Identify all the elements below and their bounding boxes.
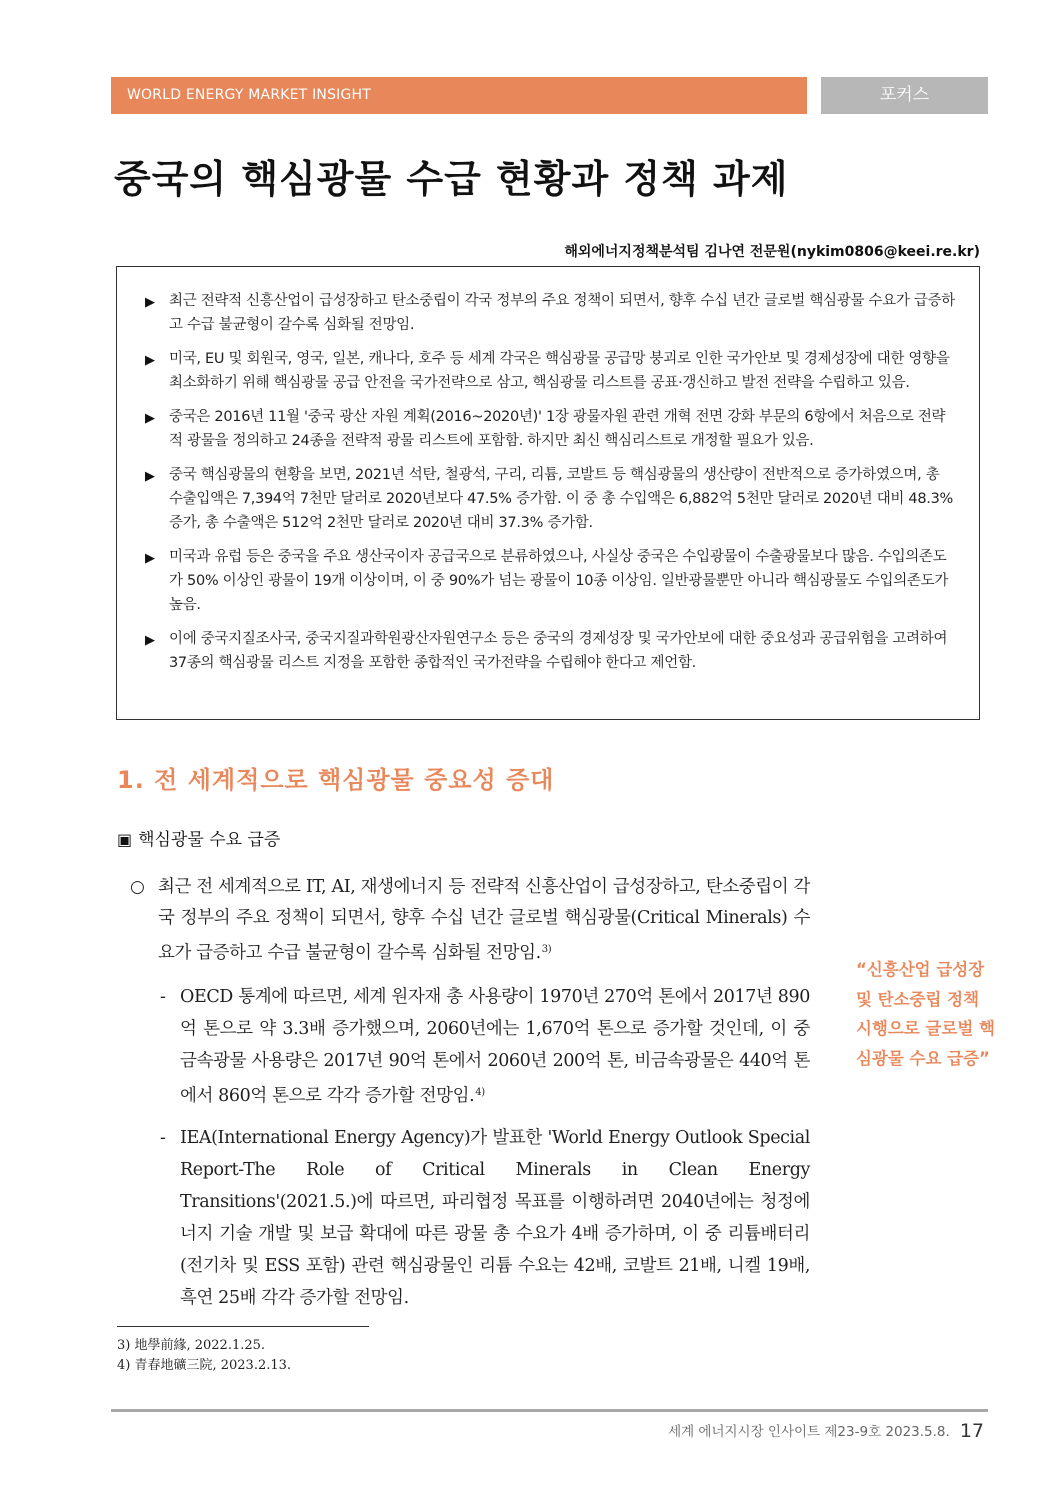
summary-text: 중국 핵심광물의 현황을 보면, 2021년 석탄, 철광석, 구리, 리튬, 코발트 등 핵심광물의 생산량이 전반적으로 증가하였으며, 총 수출입액은 7,394억 7천만 달러로 2020년보다 47.5% 증가함. 이 중 총 수입액은 6,882억 5천만 달러로 2020년 대비 48.3% 증가, 총 수출액은 512억 2천만 달러로 2020년 대비 37.3% 증가함. — [169, 467, 953, 531]
footnote-item: 4) 青春地礦三院, 2023.2.13. — [117, 1358, 292, 1373]
circle-bullet-icon: ○ — [130, 877, 145, 897]
sub-paragraph-oecd — [130, 981, 810, 1112]
page-footer — [668, 1420, 984, 1442]
footnote-divider — [117, 1326, 369, 1327]
summary-text: 이에 중국지질조사국, 중국지질과학원광산자원연구소 등은 중국의 경제성장 및 국가안보에 대한 중요성과 공급위험을 고려하여 37종의 핵심광물 리스트 지정을 포함한 종합적인 국가전략을 수립해야 한다고 제언함. — [169, 631, 948, 671]
series-header-bar: WORLD ENERGY MARKET INSIGHT — [111, 77, 807, 114]
main-paragraph — [130, 872, 810, 969]
triangle-bullet-icon: ▶ — [145, 411, 155, 426]
publication-info: 세계 에너지시장 인사이트 제23-9호 2023.5.8. — [668, 1424, 950, 1440]
triangle-bullet-icon: ▶ — [145, 551, 155, 566]
triangle-bullet-icon: ▶ — [145, 353, 155, 368]
summary-item — [143, 405, 955, 453]
summary-item — [143, 545, 955, 617]
main-paragraph-text: 최근 전 세계적으로 IT, AI, 재생에너지 등 전략적 신흥산업이 급성장하고, 탄소중립이 각국 정부의 주요 정책이 되면서, 향후 수십 년간 글로벌 핵심광물(Critical Minerals) 수요가 급증하고 수급 불균형이 갈수록 심화될 전망임. — [158, 877, 810, 963]
summary-text: 최근 전략적 신흥산업이 급성장하고 탄소중립이 각국 정부의 주요 정책이 되면서, 향후 수십 년간 글로벌 핵심광물 수요가 급증하고 수급 불균형이 갈수록 심화될 전망임. — [169, 293, 956, 333]
summary-text: 미국과 유럽 등은 중국을 주요 생산국이자 공급국으로 분류하였으나, 사실상 중국은 수입광물이 수출광물보다 많음. 수입의존도가 50% 이상인 광물이 19개 이상이며, 이 중 90%가 넘는 광물이 10종 이상임. 일반광물뿐만 아니라 핵심광물도 수입의존도가 높음. — [169, 549, 949, 613]
page-title: 중국의 핵심광물 수급 현황과 정책 과제 — [114, 157, 789, 201]
pull-quote: “신흥산업 급성장 및 탄소중립 정책 시행으로 글로벌 핵심광물 수요 급증” — [856, 960, 996, 1068]
dash-bullet: - — [160, 1128, 166, 1148]
summary-text: 미국, EU 및 회원국, 영국, 일본, 캐나다, 호주 등 세계 각국은 핵심광물 공급망 붕괴로 인한 국가안보 및 경제성장에 대한 영향을 최소화하기 위해 핵심광물 공급 안전을 국가전략으로 삼고, 핵심광물 리스트를 공표·갱신하고 발전 전략을 수립하고 있음. — [169, 351, 950, 391]
triangle-bullet-icon: ▶ — [145, 295, 155, 310]
section-heading: 1. 전 세계적으로 핵심광물 중요성 증대 — [117, 766, 555, 794]
dash-bullet: - — [160, 987, 166, 1007]
section-tag: 포커스 — [821, 77, 988, 114]
subsection-heading — [117, 825, 280, 850]
summary-box — [116, 266, 980, 720]
triangle-bullet-icon: ▶ — [145, 469, 155, 484]
footnote-ref[interactable]: 3) — [541, 944, 552, 955]
sub-paragraph-text: OECD 통계에 따르면, 세계 원자재 총 사용량이 1970년 270억 톤에서 2017년 890억 톤으로 약 3.3배 증가했으며, 2060년에는 1,670억 톤으로 증가할 것인데, 이 중 금속광물 사용량은 2017년 90억 톤에서 2060년 200억 톤, 비금속광물은 440억 톤에서 860억 톤으로 각각 증가할 전망임. — [180, 987, 810, 1106]
square-bullet-icon: ▣ — [117, 830, 133, 849]
footnotes — [117, 1336, 617, 1376]
body-text — [130, 872, 810, 1324]
page-number: 17 — [959, 1420, 984, 1442]
sub-paragraph-iea — [130, 1122, 810, 1314]
author-line: 해외에너지정책분석팀 김나연 전문원(nykim0806@keei.re.kr) — [564, 244, 980, 260]
footnote-item: 3) 地學前緣, 2022.1.25. — [117, 1338, 266, 1353]
subsection-heading-text: 핵심광물 수요 급증 — [138, 830, 281, 850]
sub-paragraph-text: IEA(International Energy Agency)가 발표한 'World Energy Outlook Special Report-The Role of Critical Minerals in Clean Energy Transitions'(2021.5.)에 따르면, 파리협정 목표를 이행하려면 2040년에는 청정에너지 기술 개발 및 보급 확대에 따른 광물 총 수요가 4배 증가하며, 이 중 리튬배터리(전기차 및 ESS 포함) 관련 핵심광물인 리튬 수요는 42배, 코발트 21배, 니켈 19배, 흑연 25배 각각 증가할 전망임. — [180, 1128, 810, 1308]
summary-text: 중국은 2016년 11월 '중국 광산 자원 계획(2016~2020년)' 1장 광물자원 관련 개혁 전면 강화 부문의 6항에서 처음으로 전략적 광물을 정의하고 24종을 전략적 광물 리스트에 포함함. 하지만 최신 핵심리스트로 개정할 필요가 있음. — [169, 409, 946, 449]
summary-item — [143, 347, 955, 395]
summary-item — [143, 463, 955, 535]
summary-item — [143, 627, 955, 675]
triangle-bullet-icon: ▶ — [145, 633, 155, 648]
footnote-ref[interactable]: 4) — [475, 1087, 485, 1098]
summary-item — [143, 289, 955, 337]
footer-divider — [111, 1409, 988, 1412]
